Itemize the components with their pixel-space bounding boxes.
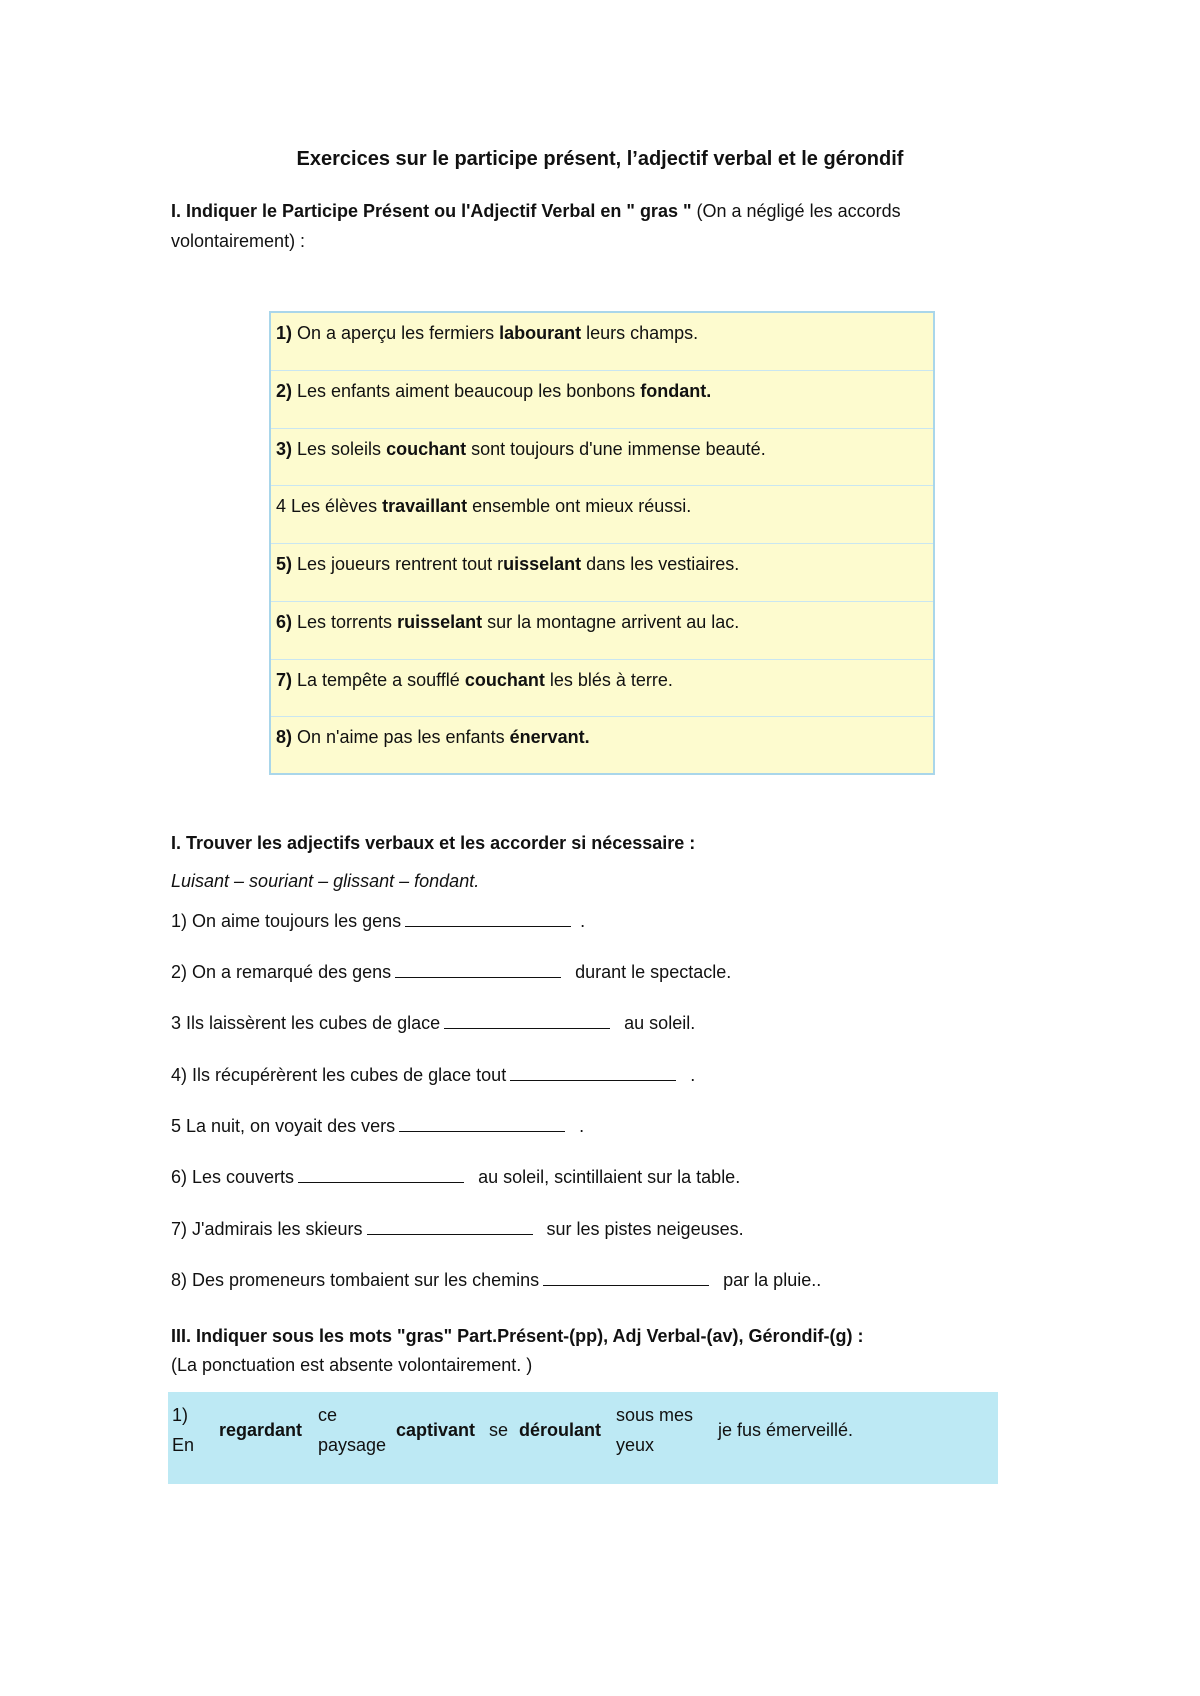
words-ending: je fus émerveillé. bbox=[718, 1420, 854, 1440]
word-ce: ce bbox=[318, 1405, 338, 1425]
row-text-before: Les joueurs rentrent tout r bbox=[292, 554, 504, 574]
row-number: 4 bbox=[276, 496, 287, 517]
answer-blank[interactable] bbox=[367, 1216, 533, 1235]
sentence-number: 1) bbox=[172, 1405, 189, 1425]
fill-item-text: 5 La nuit, on voyait des vers bbox=[171, 1116, 396, 1136]
row-text-after: sur la montagne arrivent au lac. bbox=[482, 611, 740, 632]
answer-blank[interactable] bbox=[444, 1010, 610, 1029]
row-bold-word: énervant. bbox=[509, 727, 590, 748]
fill-item-text: 6) Les couverts bbox=[171, 1167, 295, 1187]
exercise-1-row bbox=[271, 429, 933, 487]
exercise-1-row bbox=[271, 660, 933, 718]
row-text-before: On n'aime pas les enfants bbox=[292, 727, 510, 748]
row-text-before: Les élèves bbox=[286, 496, 383, 517]
fill-item bbox=[171, 1062, 695, 1088]
row-number: 5) bbox=[276, 554, 293, 574]
fill-item-text: 3 Ils laissèrent les cubes de glace bbox=[171, 1013, 441, 1033]
word-paysage: paysage bbox=[318, 1435, 387, 1455]
row-text-after: ensemble ont mieux réussi. bbox=[467, 496, 692, 517]
fill-item-ending: sur les pistes neigeuses. bbox=[536, 1219, 744, 1239]
row-text-after: leurs champs. bbox=[581, 323, 699, 343]
row-bold-word: couchant bbox=[386, 438, 467, 459]
word-captivant: captivant bbox=[396, 1420, 476, 1440]
row-bold-word: uisselant bbox=[503, 554, 582, 574]
fill-item-ending: au soleil, scintillaient sur la table. bbox=[468, 1167, 741, 1187]
row-number: 2) bbox=[276, 380, 293, 401]
word-regardant: regardant bbox=[219, 1420, 303, 1440]
fill-item bbox=[171, 1164, 740, 1190]
section-3-heading: III. Indiquer sous les mots "gras" Part.Présent-(pp), Adj Verbal-(av), Gérondif-(g) : bbox=[171, 1326, 864, 1346]
word-bank: Luisant – souriant – glissant – fondant. bbox=[171, 871, 480, 891]
answer-blank[interactable] bbox=[395, 959, 561, 978]
exercise-1-row bbox=[271, 371, 933, 429]
answer-blank[interactable] bbox=[399, 1113, 565, 1132]
row-number: 7) bbox=[276, 669, 293, 690]
section-3-note: (La ponctuation est absente volontairement. ) bbox=[171, 1355, 533, 1375]
fill-item-ending: au soleil. bbox=[614, 1013, 696, 1033]
fill-item-text: 8) Des promeneurs tombaient sur les chemins bbox=[171, 1270, 540, 1290]
fill-item-ending: par la pluie.. bbox=[713, 1270, 822, 1290]
section-2-heading: I. Trouver les adjectifs verbaux et les accorder si nécessaire : bbox=[171, 833, 696, 853]
row-bold-word: fondant. bbox=[640, 380, 712, 401]
row-text-before: Les soleils bbox=[292, 438, 387, 459]
row-number: 1) bbox=[276, 323, 293, 343]
row-text-before: Les torrents bbox=[292, 611, 398, 632]
word-en: En bbox=[172, 1435, 195, 1455]
word-deroulant: déroulant bbox=[519, 1420, 602, 1440]
fill-item bbox=[171, 1010, 695, 1036]
fill-item-text: 7) J'admirais les skieurs bbox=[171, 1219, 363, 1239]
row-text-before: Les enfants aiment beaucoup les bonbons bbox=[292, 380, 641, 401]
fill-item bbox=[171, 1216, 744, 1242]
page-title: Exercices sur le participe présent, l’adjectif verbal et le gérondif bbox=[296, 148, 904, 170]
row-text-after: sont toujours d'une immense beauté. bbox=[466, 438, 766, 459]
row-number: 3) bbox=[276, 438, 293, 459]
section-1-heading-rest: (On a négligé les accords volontairement) : bbox=[171, 201, 901, 251]
answer-blank[interactable] bbox=[510, 1062, 676, 1081]
row-number: 8) bbox=[276, 727, 293, 748]
fill-item bbox=[171, 908, 585, 934]
fill-item bbox=[171, 1267, 821, 1293]
fill-item-text: 4) Ils récupérèrent les cubes de glace tout bbox=[171, 1065, 507, 1085]
exercise-1-row bbox=[271, 717, 933, 775]
fill-item-text: 1) On aime toujours les gens bbox=[171, 911, 402, 931]
word-se: se bbox=[489, 1420, 509, 1440]
row-bold-word: couchant bbox=[464, 669, 545, 690]
exercise-1-row bbox=[271, 602, 933, 660]
exercise-3-sentence-band bbox=[168, 1392, 998, 1484]
row-text-after: dans les vestiaires. bbox=[581, 554, 740, 574]
section-1-heading bbox=[171, 196, 1011, 256]
exercise-1-table bbox=[269, 311, 935, 775]
fill-item-ending: durant le spectacle. bbox=[565, 962, 732, 982]
fill-item-ending: . bbox=[680, 1065, 696, 1085]
fill-item bbox=[171, 1113, 584, 1139]
exercise-1-row bbox=[271, 486, 933, 544]
answer-blank[interactable] bbox=[543, 1267, 709, 1286]
row-text-before: La tempête a soufflé bbox=[292, 669, 465, 690]
row-bold-word: travaillant bbox=[382, 496, 468, 517]
fill-item-text: 2) On a remarqué des gens bbox=[171, 962, 392, 982]
row-bold-word: ruisselant bbox=[397, 611, 483, 632]
exercise-1-row bbox=[271, 313, 933, 371]
fill-item bbox=[171, 959, 731, 985]
section-1-heading-bold: I. Indiquer le Participe Présent ou l'Adjectif Verbal en " gras " bbox=[171, 201, 692, 221]
row-text-before: On a aperçu les fermiers bbox=[292, 323, 500, 343]
word-yeux: yeux bbox=[616, 1435, 655, 1455]
answer-blank[interactable] bbox=[405, 908, 571, 927]
row-number: 6) bbox=[276, 611, 293, 632]
exercise-1-row bbox=[271, 544, 933, 602]
fill-item-ending: . bbox=[569, 1116, 585, 1136]
row-text-after: les blés à terre. bbox=[544, 669, 673, 690]
fill-item-ending: . bbox=[575, 911, 586, 931]
words-sous-mes: sous mes bbox=[616, 1405, 694, 1425]
row-bold-word: labourant bbox=[499, 323, 582, 343]
answer-blank[interactable] bbox=[298, 1164, 464, 1183]
